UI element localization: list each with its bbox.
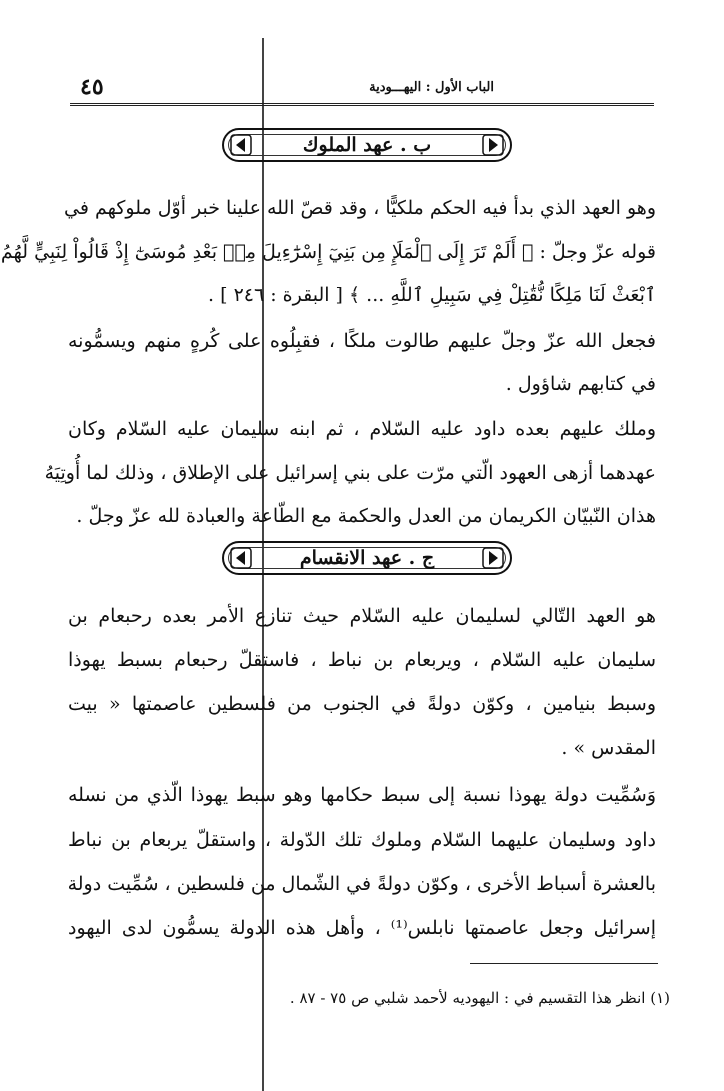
footnote-rule: [470, 963, 658, 964]
text-line: في كتابهم شاؤول .: [505, 373, 656, 395]
left-arrow-icon: [230, 134, 252, 156]
right-arrow-icon: [482, 547, 504, 569]
section-heading-c: ج . عهد الانقسام: [299, 547, 435, 569]
text-line: إسرائيل وجعل عاصمتها نابلس⁽¹⁾ ، وأهل هذه الدولة يسمُّون لدى اليهود: [68, 917, 656, 939]
running-title: الباب الأول : اليهـــودية: [369, 80, 494, 95]
text-line: ٱبْعَثْ لَنَا مَلِكًا نُّقَٰتِلْ فِي سَبِيلِ ٱللَّهِ ... ﴾ [ البقرة : ٢٤٦ ] .: [208, 284, 656, 306]
text-line: فجعل الله عزّ وجلّ عليهم طالوت ملكًا ، فقبِلُوه على كُرهٍ منهم ويسمُّونه: [68, 330, 656, 352]
text-line: داود وسليمان عليهما السّلام وملوك تلك الدّولة ، واستقلّ يربعام بن نباط: [68, 829, 656, 851]
page-header: [70, 72, 654, 102]
left-arrow-icon: [230, 547, 252, 569]
section-heading-banner-b: [222, 128, 512, 162]
text-line: سليمان عليه السّلام ، ويربعام بن نباط ، فاستقلّ رحبعام بسبط يهوذا: [68, 649, 656, 671]
section-heading-banner-c: [222, 541, 512, 575]
text-line: هو العهد التّالي لسليمان عليه السّلام حيث تنازع الأمر بعده رحبعام بن: [68, 605, 656, 627]
text-line: وملك عليهم بعده داود عليه السّلام ، ثم ابنه سليمان عليه السّلام وكان: [68, 418, 656, 440]
footnote: (١) انظر هذا التقسيم في : اليهوديه لأحمد شلبي ص ٧٥ - ٨٧ .: [289, 989, 670, 1007]
text-line: وسبط بنيامين ، وكوّن دولةً في الجنوب من فلسطين عاصمتها « بيت: [68, 693, 656, 715]
text-line: وَسُمِّيت دولة يهوذا نسبة إلى سبط حكامها وهو سبط يهوذا الّذي من نسله: [68, 784, 656, 806]
text-line: المقدس » .: [561, 737, 656, 759]
text-line: قوله عزّ وجلّ : ﴿ أَلَمْ تَرَ إِلَى ٱلْمَلَإِ مِن بَنِيٓ إِسْرَٰٓءِيلَ مِنۢ بَعْدِ مُوسَىٰٓ إِذْ قَالُواْ لِنَبِيٍّ لَّهُمُ: [0, 241, 656, 263]
text-line: عهدهما أزهى العهود الّتي مرّت على بني إسرائيل على الإطلاق ، وذلك لما أُوتِيَهُ: [44, 462, 656, 484]
right-arrow-icon: [482, 134, 504, 156]
section-heading-b: ب . عهد الملوك: [302, 134, 432, 156]
page-number: ٤٥: [80, 74, 104, 100]
text-line: بالعشرة أسباط الأخرى ، وكوّن دولةً في الشّمال من فلسطين ، سُمِّيت دولة: [67, 873, 656, 895]
text-line: وهو العهد الذي بدأ فيه الحكم ملكيًّا ، وقد قصّ الله علينا خبر أوّل ملوكهم في: [64, 197, 656, 219]
text-line: هذان النّبيّان الكريمان من العدل والحكمة مع الطّاعة والعبادة لله عزّ وجلّ .: [76, 505, 656, 527]
header-rule: [70, 103, 654, 106]
